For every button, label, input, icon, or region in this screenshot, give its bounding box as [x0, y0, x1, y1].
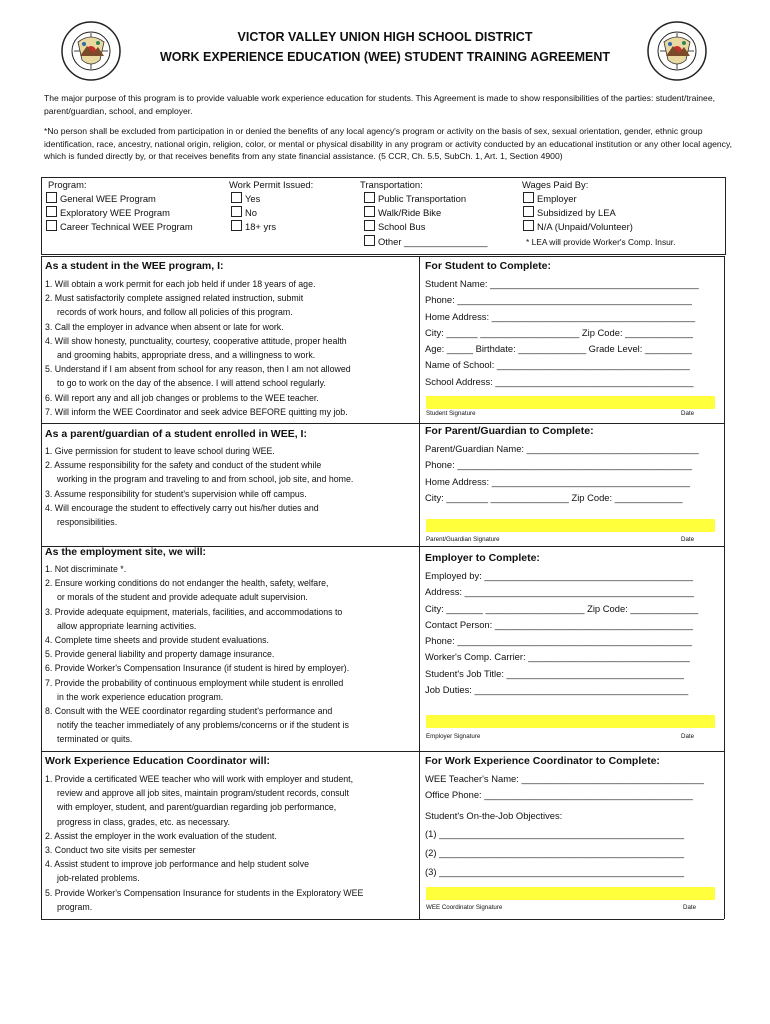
parent-section-title: As a parent/guardian of a student enrolled in WEE, I:	[45, 428, 307, 440]
parent-signature-label: Parent/Guardian Signature	[426, 536, 500, 543]
divider	[41, 256, 724, 257]
employer-date-label: Date	[681, 733, 695, 740]
coordinator-date-label: Date	[683, 904, 697, 911]
district-name: VICTOR VALLEY UNION HIGH SCHOOL DISTRICT	[237, 30, 533, 44]
divider	[419, 256, 420, 919]
transport-option-other[interactable]: Other ________________	[364, 235, 487, 249]
parent-city-zip-field[interactable]: City: ________ _______________ Zip Code: _____________	[425, 491, 683, 503]
list-item: 4. Assist student to improve job performance and help student solve	[45, 859, 310, 870]
student-section-title: As a student in the WEE program, I:	[45, 260, 224, 272]
employer-address-field[interactable]: Address: ____________________________________________	[425, 586, 695, 598]
list-item: 2. Ensure working conditions do not endanger the health, safety, welfare,	[45, 578, 329, 589]
checkbox[interactable]	[231, 192, 242, 203]
list-item: job-related problems.	[57, 873, 140, 884]
list-item: to go to work on the day of the absence. I will attend school regularly.	[57, 378, 326, 389]
intro-purpose: The major purpose of this program is to provide valuable work experience education for students. This Agreement is made to show responsibilities of the parties: student/trainee, parent/guardian, school, and employer.	[44, 93, 715, 116]
divider	[41, 423, 724, 424]
list-item: with employer, student, and parent/guardian regarding job performance,	[57, 802, 337, 813]
permit-option-18plus[interactable]: 18+ yrs	[231, 220, 276, 234]
checkbox[interactable]	[46, 206, 57, 217]
objective-3-field[interactable]: (3) _______________________________________________	[425, 866, 685, 877]
list-item: program.	[57, 901, 93, 912]
contact-person-field[interactable]: Contact Person: ______________________________________	[425, 618, 693, 630]
list-item: responsibilities.	[57, 517, 118, 528]
list-item: 2. Must satisfactorily complete assigned related instruction, submit	[45, 293, 304, 304]
wages-option-employer[interactable]: Employer	[523, 192, 577, 206]
lea-note: * LEA will provide Worker's Comp. Insur.	[526, 237, 676, 247]
list-item: 3. Assume responsibility for student's supervision while off campus.	[45, 488, 307, 499]
list-item: records of work hours, and follow all policies of this program.	[57, 307, 293, 318]
workers-comp-carrier-field[interactable]: Worker's Comp. Carrier: _______________________________	[425, 651, 690, 663]
list-item: working in the program and traveling to and from school, job site, and home.	[57, 474, 354, 485]
checkbox[interactable]	[231, 220, 242, 231]
program-option-career-technical[interactable]: Career Technical WEE Program	[46, 220, 193, 234]
coordinator-signature-label: WEE Coordinator Signature	[426, 904, 503, 911]
wee-teacher-name-field[interactable]: WEE Teacher's Name: ___________________________________	[425, 773, 704, 784]
list-item: 5. Provide Worker's Compensation Insurance for students in the Exploratory WEE	[45, 887, 364, 898]
parent-date-label: Date	[681, 536, 695, 543]
objectives-label: Student's On-the-Job Objectives:	[425, 810, 563, 821]
list-item: 6. Will report any and all job changes or problems to the WEE teacher.	[45, 392, 319, 403]
student-complete-title: For Student to Complete:	[425, 260, 551, 272]
employer-responsibilities-list	[45, 562, 349, 747]
divider	[41, 919, 724, 920]
nondiscrimination-statement: *No person shall be excluded from participation in or denied the benefits of any local agency's program or activity on the basis of sex, sexual orientation, gender, ethnic group identification, race, ancestry, national origin, religion, color, or mental or physical disability in any program or activity conducted by an educational institution or any other local agency, which is funded directly by, or that receives benefits from any state financial assistance. (5 CCR, Ch. 5.5, SubCh. 1, Art. 1, Section 4900)	[44, 126, 733, 161]
student-name-field[interactable]: Student Name: ________________________________________	[425, 278, 699, 289]
list-item: 1. Give permission for student to leave school during WEE.	[45, 446, 275, 456]
student-address-field[interactable]: Home Address: _______________________________________	[425, 310, 696, 322]
list-item: 6. Provide Worker's Compensation Insurance (if student is hired by employer).	[45, 663, 350, 674]
checkbox[interactable]	[523, 206, 534, 217]
list-item: 2. Assist the employer in the work evaluation of the student.	[45, 830, 277, 841]
district-seal-right-logo	[646, 20, 708, 82]
list-item: in the work experience education program.	[57, 691, 224, 702]
student-fields[interactable]	[425, 276, 699, 390]
student-responsibilities-list	[45, 277, 351, 419]
transport-title: Transportation:	[360, 179, 423, 190]
permit-title: Work Permit Issued:	[229, 179, 314, 190]
student-date-label: Date	[681, 410, 695, 417]
list-item: 4. Will encourage the student to effectively carry out his/her duties and	[45, 502, 319, 513]
form-title: WORK EXPERIENCE EDUCATION (WEE) STUDENT TRAINING AGREEMENT	[159, 50, 610, 64]
list-item: 4. Will show honesty, punctuality, courtesy, cooperative attitude, proper health	[45, 335, 347, 346]
list-item: progress in class, grades, etc. as necessary.	[57, 816, 230, 827]
list-item: 1. Will obtain a work permit for each job held if under 18 years of age.	[45, 279, 316, 289]
student-age-birthdate-grade-field[interactable]: Age: _____ Birthdate: _____________ Grade Level: _________	[425, 343, 692, 355]
student-city-zip-field[interactable]: City: ______ ___________________ Zip Code: _____________	[425, 326, 693, 338]
list-item: or morals of the student and provide adequate adult supervision.	[57, 592, 308, 603]
list-item: 5. Provide general liability and property damage insurance.	[45, 649, 275, 660]
parent-signature-field[interactable]	[426, 519, 715, 532]
divider	[41, 256, 42, 919]
checkbox[interactable]	[364, 206, 375, 217]
checkbox[interactable]	[46, 192, 57, 203]
objective-1-field[interactable]: (1) _______________________________________________	[425, 828, 685, 839]
list-item: 1. Not discriminate *.	[45, 564, 127, 574]
transport-option-walk-bike[interactable]: Walk/Ride Bike	[364, 206, 441, 220]
list-item: allow appropriate learning activities.	[57, 620, 197, 631]
list-item: 7. Will inform the WEE Coordinator and seek advice BEFORE quitting my job.	[45, 406, 348, 417]
list-item: 1. Provide a certificated WEE teacher who will work with employer and student,	[45, 774, 354, 784]
checkbox[interactable]	[523, 220, 534, 231]
list-item: and grooming habits, appropriate dress, and a willingness to work.	[57, 350, 316, 361]
employer-fields[interactable]	[425, 568, 698, 698]
student-signature-field[interactable]	[426, 396, 715, 409]
list-item: 2. Assume responsibility for the safety and conduct of the student while	[45, 460, 322, 471]
checkbox[interactable]	[364, 192, 375, 203]
divider	[724, 256, 725, 919]
district-seal-left-logo	[60, 20, 122, 82]
list-item: 3. Provide adequate equipment, materials, facilities, and accommodations to	[45, 606, 343, 617]
office-phone-field[interactable]: Office Phone: ________________________________________	[425, 789, 693, 801]
list-item: 3. Call the employer in advance when absent or late for work.	[45, 321, 284, 332]
coordinator-section-title: Work Experience Education Coordinator will:	[45, 755, 271, 767]
school-address-field[interactable]: School Address: ______________________________________	[425, 375, 694, 387]
coordinator-responsibilities-list	[45, 772, 363, 914]
program-title: Program:	[48, 179, 87, 190]
school-name-field[interactable]: Name of School: _____________________________________	[425, 359, 690, 371]
employed-by-field[interactable]: Employed by: ________________________________________	[425, 570, 693, 581]
student-phone-field[interactable]: Phone: _____________________________________________	[425, 294, 692, 306]
checkbox[interactable]	[523, 192, 534, 203]
list-item: notify the teacher immediately of any problems/concerns or if the student is	[57, 720, 349, 731]
list-item: 8. Consult with the WEE coordinator regarding student's performance and	[45, 706, 333, 717]
employer-signature-field[interactable]	[426, 715, 715, 728]
objectives-fields[interactable]	[425, 824, 684, 881]
divider	[41, 751, 724, 752]
employer-section-title: As the employment site, we will:	[45, 546, 207, 558]
wages-option-subsidized[interactable]: Subsidized by LEA	[523, 206, 616, 220]
parent-phone-field[interactable]: Phone: _____________________________________________	[425, 459, 692, 471]
parent-name-field[interactable]: Parent/Guardian Name: _________________________________	[425, 443, 699, 454]
coordinator-signature-field[interactable]	[426, 887, 715, 900]
transport-option-public[interactable]: Public Transportation	[364, 192, 466, 206]
program-option-general[interactable]: General WEE Program	[46, 192, 156, 206]
list-item: review and approve all job sites, maintain program/student records, consult	[57, 788, 349, 799]
parent-fields[interactable]	[425, 441, 699, 506]
wages-title: Wages Paid By:	[522, 179, 589, 190]
employer-signature-label: Employer Signature	[426, 733, 481, 740]
parent-responsibilities-list	[45, 444, 353, 529]
program-option-exploratory[interactable]: Exploratory WEE Program	[46, 206, 170, 220]
coordinator-fields[interactable]	[425, 771, 704, 804]
permit-option-no[interactable]: No	[231, 206, 257, 220]
list-item: terminated or quits.	[57, 734, 133, 745]
student-signature-label: Student Signature	[426, 410, 476, 417]
employer-city-zip-field[interactable]: City: _______ ___________________ Zip Code: _____________	[425, 602, 699, 614]
checkbox[interactable]	[231, 206, 242, 217]
job-duties-field[interactable]: Job Duties: _________________________________________	[425, 684, 689, 696]
transport-option-school-bus[interactable]: School Bus	[364, 220, 425, 234]
objective-2-field[interactable]: (2) _______________________________________________	[425, 847, 685, 858]
job-title-field[interactable]: Student's Job Title: __________________________________	[425, 667, 684, 679]
parent-complete-title: For Parent/Guardian to Complete:	[425, 425, 594, 437]
checkbox[interactable]	[46, 220, 57, 231]
parent-address-field[interactable]: Home Address: ______________________________________	[425, 475, 690, 487]
list-item: 7. Provide the probability of continuous employment while student is enrolled	[45, 677, 344, 688]
checkbox[interactable]	[364, 235, 375, 246]
list-item: 3. Conduct two site visits per semester	[45, 845, 196, 856]
employer-complete-title: Employer to Complete:	[425, 552, 540, 564]
coordinator-complete-title: For Work Experience Coordinator to Complete:	[425, 755, 660, 767]
permit-option-yes[interactable]: Yes	[231, 192, 260, 206]
list-item: 4. Complete time sheets and provide student evaluations.	[45, 635, 269, 646]
employer-phone-field[interactable]: Phone: _____________________________________________	[425, 635, 692, 647]
wages-option-unpaid[interactable]: N/A (Unpaid/Volunteer)	[523, 220, 633, 234]
list-item: 5. Understand if I am absent from school for any reason, then I am not allowed	[45, 364, 351, 375]
checkbox[interactable]	[364, 220, 375, 231]
